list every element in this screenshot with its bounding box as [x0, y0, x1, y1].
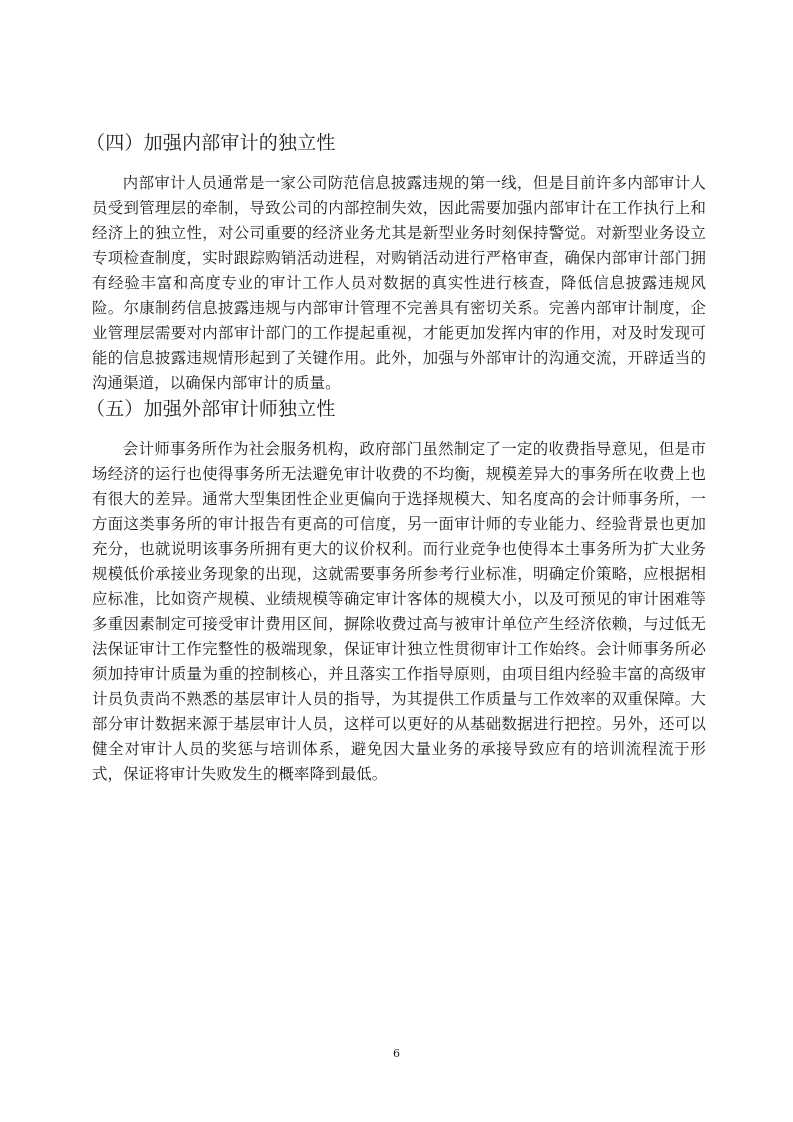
section-heading-4: （四）加强内部审计的独立性 — [86, 132, 336, 154]
section-paragraph-5: 会计师事务所作为社会服务机构，政府部门虽然制定了一定的收费指导意见，但是市场经济的运行也使得事务所无法避免审计收费的不均衡，规模差异大的事务所在收费上也有很大的差异。通常大型集团性企业更偏向于选择规模大、知名度高的会计师事务所，一方面这类事务所的审计报告有更高的可信度，另一面审计师的专业能力、经验背景也更加充分，也就说明该事务所拥有更大的议价权利。而行业竞争也使得本土事务所为扩大业务规模低价承接业务现象的出现，这就需要事务所参考行业标准，明确定价策略，应根据相应标准，比如资产规模、业绩规模等确定审计客体的规模大小，以及可预见的审计困难等多重因素制定可接受审计费用区间，摒除收费过高与被审计单位产生经济依赖，与过低无法保证审计工作完整性的极端现象，保证审计独立性贯彻审计工作始终。会计师事务所必须加持审计质量为重的控制核心，并且落实工作指导原则，由项目组内经验丰富的高级审计员负责尚不熟悉的基层审计人员的指导，为其提供工作质量与工作效率的双重保障。大部分审计数据来源于基层审计人员，这样可以更好的从基础数据进行把控。另外，还可以健全对审计人员的奖惩与培训体系，避免因大量业务的承接导致应有的培训流程流于形式，保证将审计失败发生的概率降到最低。 — [92, 440, 706, 783]
section-heading-5: （五）加强外部审计师独立性 — [86, 398, 336, 420]
page-content — [86, 126, 706, 787]
section-paragraph-4: 内部审计人员通常是一家公司防范信息披露违规的第一线，但是目前许多内部审计人员受到管理层的牵制，导致公司的内部控制失效，因此需要加强内部审计在工作执行上和经济上的独立性，对公司重要的经济业务尤其是新型业务时刻保持警觉。对新型业务设立专项检查制度，实时跟踪购销活动进程，对购销活动进行严格审查，确保内部审计部门拥有经验丰富和高度专业的审计工作人员对数据的真实性进行核查，降低信息披露违规风险。尔康制药信息披露违规与内部审计管理不完善具有密切关系。完善内部审计制度，企业管理层需要对内部审计部门的工作提起重视，才能更加发挥内审的作用，对及时发现可能的信息披露违规情形起到了关键作用。此外，加强与外部审计的沟通交流，开辟适当的沟通渠道，以确保内部审计的质量。 — [92, 174, 706, 392]
page-number: 6 — [393, 1047, 400, 1060]
